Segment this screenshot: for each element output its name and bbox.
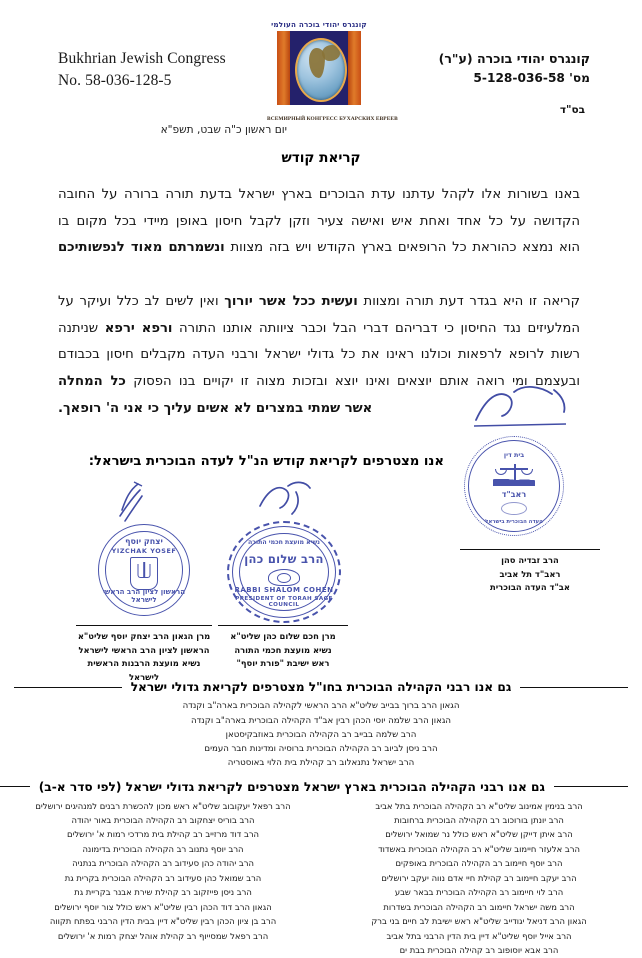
crown-ornament-icon	[268, 569, 300, 586]
list-item: הרב שלמה בבייב רב הקהילה הבוכרית באוזבקיסטאן	[225, 729, 417, 740]
org-number-hebrew: מס' 5-128-036-58	[473, 70, 590, 85]
paragraph-2-line-1	[58, 289, 580, 316]
section-rabbis-israel	[0, 780, 642, 958]
heading-rule-left	[0, 786, 30, 787]
org-name-hebrew: קונגרס יהודי בוכרה (ע"ר)	[438, 51, 590, 66]
caption-rule	[460, 549, 600, 550]
p2-l2-suffix: שניתנה	[58, 320, 105, 336]
list-item: הרב יוסף נתנוב רב הקהילה הבוכרית בדימונה	[82, 843, 244, 854]
list-item: הרב בן ציון הכהן רבין שליט"א דיין בבית הדין הרבני בפתח תקווה	[49, 916, 277, 927]
paragraph-2-line-2	[58, 316, 580, 343]
caption-rule	[218, 625, 348, 626]
logo-frame	[277, 31, 361, 105]
stamp-yosef-hebrew-bottom: הראשון לציון הרב הראשי לישראל	[103, 588, 185, 605]
handwritten-signature-cohen	[256, 476, 314, 522]
letterhead-english	[58, 48, 226, 92]
list-item: הרב יעקב חיימוב רב קהילת חיי אדם נווה יעקב ירושלים	[381, 872, 577, 883]
menorah-emblem-icon	[130, 557, 158, 590]
list-item: הרב שמואל כהן סעידוב רב הקהילה הבוכרית בקרית גת	[64, 872, 262, 883]
signature-caption-yosef	[76, 625, 212, 684]
paragraph-1	[58, 182, 580, 262]
list-item: הרב בוריס יצחקוב רב הקהילה הבוכרית באור יהודה	[71, 815, 255, 826]
logo-russian-text: ВСЕМИРНЫЙ КОНГРЕСС БУХАРСКИХ ЕВРЕЕВ	[267, 116, 398, 122]
heading-rule-right	[520, 687, 628, 688]
p2-l4-bold: כל המחלה	[58, 373, 126, 389]
letterhead	[0, 0, 642, 122]
list-item: הרב רפאל שמסייוף רב קהילת אוהל יצחק רמות א' ירושלים	[57, 930, 269, 941]
org-number-english: No. 58-036-128-5	[58, 72, 172, 89]
caption-line: הראשון לציון הרב הראשי לישראל	[78, 644, 210, 655]
paragraph-2-line-3: רשות לרופא לרפאות וכולנו ראינו את כל גדולי ישראל ורבני העדה מקבלים חיסון בכבודם	[58, 347, 580, 363]
stamp-cohen-hebrew-top: נשיא מועצת חכמי התורה	[248, 539, 320, 547]
handwritten-signature-yosef	[108, 480, 148, 524]
stamp-cohen-name: הרב שלום כהן	[244, 552, 324, 567]
document-body	[58, 182, 580, 422]
caption-line: ראש ישיבת "פורת יוסף"	[236, 658, 330, 669]
signature-caption-cohen	[218, 625, 348, 671]
p1-l3-bold: ונשמרתם מאוד לנפשותיכם	[58, 240, 225, 256]
document-date: יום ראשון כ"ה שבט, תשפ"א	[160, 124, 287, 136]
list-item: הגאון הרב ברוך בבייב שליט"א הרב הראשי לקהילה הבוכרית בארה"ב וקנדה	[182, 701, 460, 712]
logo-hebrew-text: קונגרס יהודי בוכרה העולמי	[271, 20, 367, 29]
caption-line: ראב"ד תל אביב	[499, 568, 561, 579]
list-item: הגאון הרב שלמה יוסי הכהן רבין אב"ד הקהילה הבוכרית בארה"ב וקנדה	[191, 715, 451, 726]
list-item: הרב אלעזר חיימוב שליט"א רב הקהילה הבוכרית באשדוד	[378, 843, 580, 854]
heading-rule-left	[14, 687, 122, 688]
list-item: הרב אייל יוסף שליט"א דיין בית הדין הרבני בתל אביב	[386, 930, 572, 941]
caption-rule	[76, 625, 212, 626]
p1-l3-text: הוא נמצא כהוראת כל הרופאים בארץ הקודש ויש בזה מצוות	[224, 240, 581, 256]
list-item: הרב ניסן פייזקוב רב קהילת שירת אבנר בקריית גת	[74, 887, 252, 898]
globe-icon	[295, 38, 347, 102]
signature-caption-beitdin	[460, 549, 600, 595]
letterhead-hebrew	[439, 49, 590, 87]
paragraph-1-line-1: באנו בשורות אלו לקהל עדתנו עדת הבוכרים בארץ ישראל בדעת תורה ברורה על החובה	[58, 187, 580, 202]
list-item: הרב יוסף חיימוב רב הקהילה הבוכרית באופקים	[395, 858, 563, 869]
section-abroad-title: גם אנו רבני הקהילה הבוכרית בחו"ל מצטרפים לקריאת גדולי ישראל	[130, 680, 512, 695]
paragraph-2-line-5	[58, 396, 580, 423]
rabbis-abroad-list	[0, 699, 642, 770]
list-item: הרב לוי חיימוב רב הקהילה הבוכרית בבאר שבע	[394, 887, 564, 898]
stamp-cohen-english-1: RABBI SHALOM COHEN	[234, 586, 334, 595]
list-item: הרב דוד מרזייב רב קהילת בית מרדכי רמות א' ירושלים	[66, 829, 260, 840]
paragraph-1-line-2: הקדושה על כל אחד ואחת איש ואישה צעיר וזקן לקבל חיסון באופן מיידי בכל מקום בו	[58, 213, 580, 229]
stamp-beit-din	[468, 440, 560, 532]
p2-l5-bold: אשר שמתי במצרים לא אשים עליך כי אני ה' רופאך.	[58, 400, 373, 416]
stamp-yitzchak-yosef	[98, 524, 190, 616]
organization-logo	[267, 20, 398, 122]
p2-l1-suffix: ואין לשים לב כלל ועיקר על	[58, 293, 225, 309]
section-israel-heading	[14, 780, 628, 794]
stamp-beitdin-hebrew-bottom: העדה הבוכרית בישראל	[485, 519, 543, 526]
scales-of-justice-icon	[493, 464, 535, 486]
stamp-flourish	[501, 502, 527, 515]
list-item: הרב משה ישראל חיימוב רב הקהילה הבוכרית בשדרות	[383, 901, 575, 912]
caption-line: אב"ד העדה הבוכרית	[489, 582, 571, 593]
p2-l2-bold: ורפא ירפא	[104, 320, 173, 336]
rabbis-israel-column-left	[10, 799, 316, 958]
p2-l1-prefix: קריאה זו היא בגדר דעת תורה ומצוות	[357, 293, 580, 309]
bsd-marker: בס"ד	[559, 104, 585, 116]
rabbis-israel-column-right	[326, 799, 632, 958]
list-item: הרב אבא יוסופוב רב קהילה הבוכרית בבת ים	[399, 945, 559, 956]
paragraph-1-line-3	[58, 235, 580, 262]
heading-rule-right	[554, 786, 628, 787]
caption-line: נשיא מועצת הרבנות הראשית לישראל	[87, 658, 201, 683]
stamp-yosef-hebrew-top: יצחק יוסף	[125, 537, 163, 547]
list-item: הרב ישראל נתנאלוב רב קהילת בית הלוי באוסטריה	[227, 758, 415, 769]
stamp-yosef-english: YIZCHAK YOSEF	[111, 547, 177, 556]
paragraph-2	[58, 289, 580, 422]
list-item: הרב ניסן לביוב רב הקהילה הבוכרית ברוסיה ומדינות חבר העמים	[204, 744, 438, 755]
section-rabbis-abroad	[0, 680, 642, 770]
list-item: הרב איתן דייקן שליט"א ראש כולל נר שמואל ירושלים	[385, 829, 573, 840]
org-name-english: Bukhrian Jewish Congress	[58, 50, 226, 67]
stamp-cohen-english-2: PRESIDENT OF TORAH SAGE COUNCIL	[235, 596, 333, 609]
signature-area	[0, 446, 642, 683]
stamp-beitdin-middle: ראב"ד	[501, 490, 527, 500]
stamp-shalom-cohen	[232, 526, 336, 618]
paragraph-2-line-4	[58, 369, 580, 396]
rabbis-israel-columns	[10, 799, 632, 958]
section-israel-title: גם אנו רבני הקהילה הבוכרית בארץ ישראל מצטרפים לקריאת גדולי ישראל (לפי סדר א-ב)	[38, 779, 545, 794]
list-item: הרב יהודה כהן סעידוב רב הקהילה הבוכרית בנתניה	[72, 858, 254, 869]
caption-line: נשיא מועצת חכמי התורה	[234, 644, 332, 655]
list-item: הרב רפאל יעקובוב שליט"א ראש מכון להכשרת רבנים למנהיגים ירושלים	[35, 800, 291, 811]
list-item: הרב יונתן בורוכוב רב הקהילה הבוכרית ברחובות	[394, 815, 564, 826]
list-item: הגאון הרב דניאל יגודייב שליט"א ראש ישיבת לב חיים בני ברק	[371, 916, 587, 927]
document-title: קריאת קודש	[281, 150, 361, 166]
list-item: הגאון הרב דוד הכהן רבין שליט"א ראש כולל צור יוסף ירושלים	[54, 901, 272, 912]
p2-l4-prefix: ובעצמם ומי רואה אותם יוצאים ואינו יוצא ובזכות מצוה זו יקויים בנו הפסוק	[125, 373, 580, 389]
caption-line: מרן הגאון הרב יצחק יוסף שליט"א	[77, 631, 211, 642]
caption-line: הרב זבדיה סהן	[501, 555, 559, 566]
signature-callout: אנו מצטרפים לקריאת קודש הנ"ל לעדה הבוכרית בישראל:	[88, 454, 444, 470]
p2-l1-bold: ועשית ככל אשר יורוך	[224, 293, 358, 309]
stamp-beitdin-hebrew-top: בית דין	[503, 451, 525, 460]
p2-l2-prefix: המלעיזים נגד החיסון כי דבריהם דברי הבל וכבר ציוותה אותנו התורה	[172, 320, 580, 336]
list-item: הרב בנימין אמינוב שליט"א רב הקהילה הבוכרית בתל אביב	[375, 800, 583, 811]
caption-line: מרן חכם שלום כהן שליט"א	[230, 631, 336, 642]
